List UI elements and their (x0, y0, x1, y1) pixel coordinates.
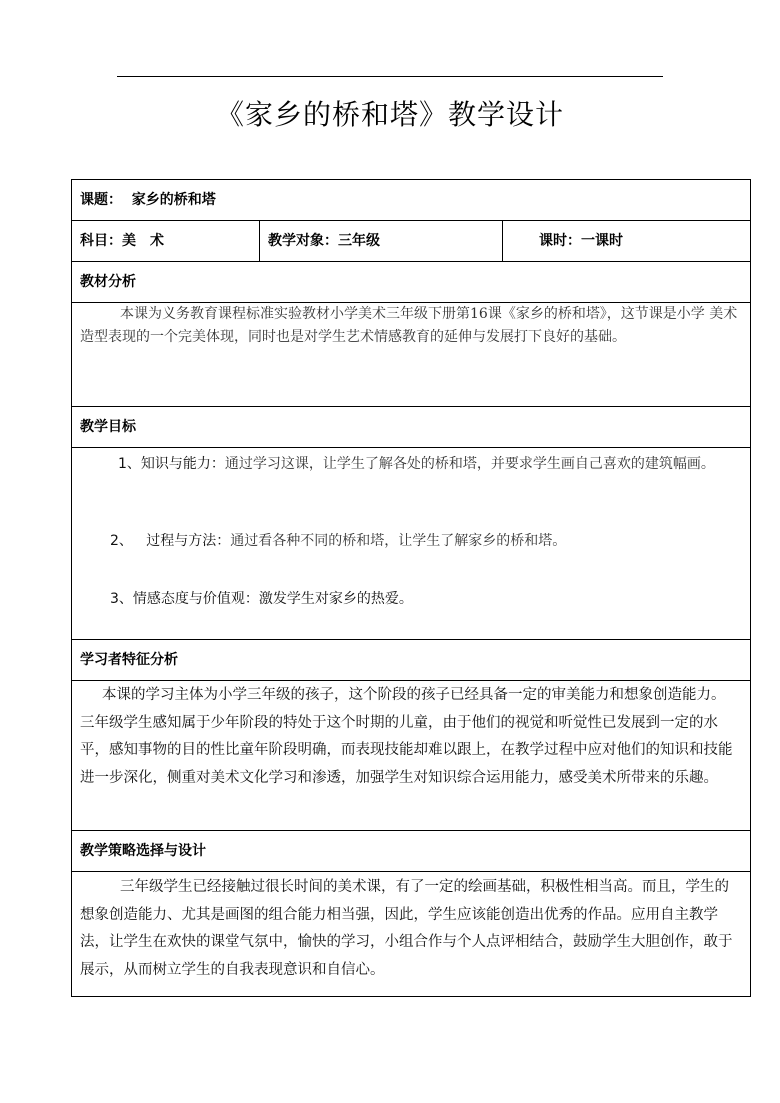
objective-label: 过程与方法： (146, 533, 231, 549)
objective-num: 3、 (110, 591, 133, 607)
topic-label: 课题： (80, 192, 122, 208)
learners-body-row (72, 681, 751, 831)
objective-text: 通过看各种不同的桥和塔，让学生了解家乡的桥和塔。 (230, 533, 567, 549)
audience-cell: 教学对象：三年级 (260, 221, 503, 262)
material-heading-row (72, 262, 751, 303)
objective-label: 情感态度与价值观： (132, 591, 259, 607)
strategy-heading-row (72, 831, 751, 872)
objective-item-3 (80, 588, 742, 610)
subject-cell: 科目：美 术 (72, 221, 260, 262)
topic-value: 家乡的桥和塔 (131, 192, 216, 208)
learners-heading: 学习者特征分析 (72, 640, 751, 681)
duration-cell: 课时：一课时 (503, 221, 751, 262)
objective-text: 通过学习这课，让学生了解各处的桥和塔，并要求学生画自己喜欢的建筑幅画。 (224, 456, 715, 472)
objective-item-1 (80, 453, 742, 509)
strategy-body-row (72, 872, 751, 997)
header-rule (117, 76, 663, 77)
strategy-heading: 教学策略选择与设计 (72, 831, 751, 872)
objective-num: 1、 (118, 456, 141, 472)
strategy-text: 三年级学生已经接触过很长时间的美术课，有了一定的绘画基础，积极性相当高。而且，学生的想象创造能力、尤其是画图的组合能力相当强，因此，学生应该能创造出优秀的作品。应用自主教学法，让学生在欢快的课堂气氛中，愉快的学习，小组合作与个人点评相结合，鼓励学生大胆创作，敢于展示，从而树立学生的自我表现意识和自信心。 (80, 879, 733, 978)
learners-heading-row (72, 640, 751, 681)
objective-text: 激发学生对家乡的热爱。 (258, 591, 413, 607)
learners-text: 本课的学习主体为小学三年级的孩子，这个阶段的孩子已经具备一定的审美能力和想象创造能力。 三年级学生感知属于少年阶段的特处于这个时期的儿童，由于他们的视觉和听觉性已发展到一定的水平，感知事物的目的性比童年阶段明确，而表现技能却难以跟上，在教学过程中应对他们的知识和技能进一步深化，侧重对美术文化学习和渗透，加强学生对知识综合运用能力，感受美术所带来的乐趣。 (80, 687, 733, 786)
material-body-row (72, 303, 751, 407)
objective-num: 2、 (110, 533, 133, 549)
objectives-body-row (72, 448, 751, 640)
document-title: 《家乡的桥和塔》教学设计 (215, 98, 564, 131)
objectives-heading: 教学目标 (72, 407, 751, 448)
material-text: 本课为义务教育课程标准实验教材小学美术三年级下册第16课《家乡的桥和塔》，这节课是小学 美术造型表现的一个完美体现，同时也是对学生艺术情感教育的延伸与发展打下良好的基础。 (80, 306, 738, 345)
objective-label: 知识与能力： (140, 456, 225, 472)
objectives-heading-row (72, 407, 751, 448)
meta-row (72, 221, 751, 262)
objective-item-2 (80, 530, 742, 588)
material-heading: 教材分析 (72, 262, 751, 303)
lesson-plan-table (71, 179, 751, 997)
topic-row (72, 180, 751, 221)
